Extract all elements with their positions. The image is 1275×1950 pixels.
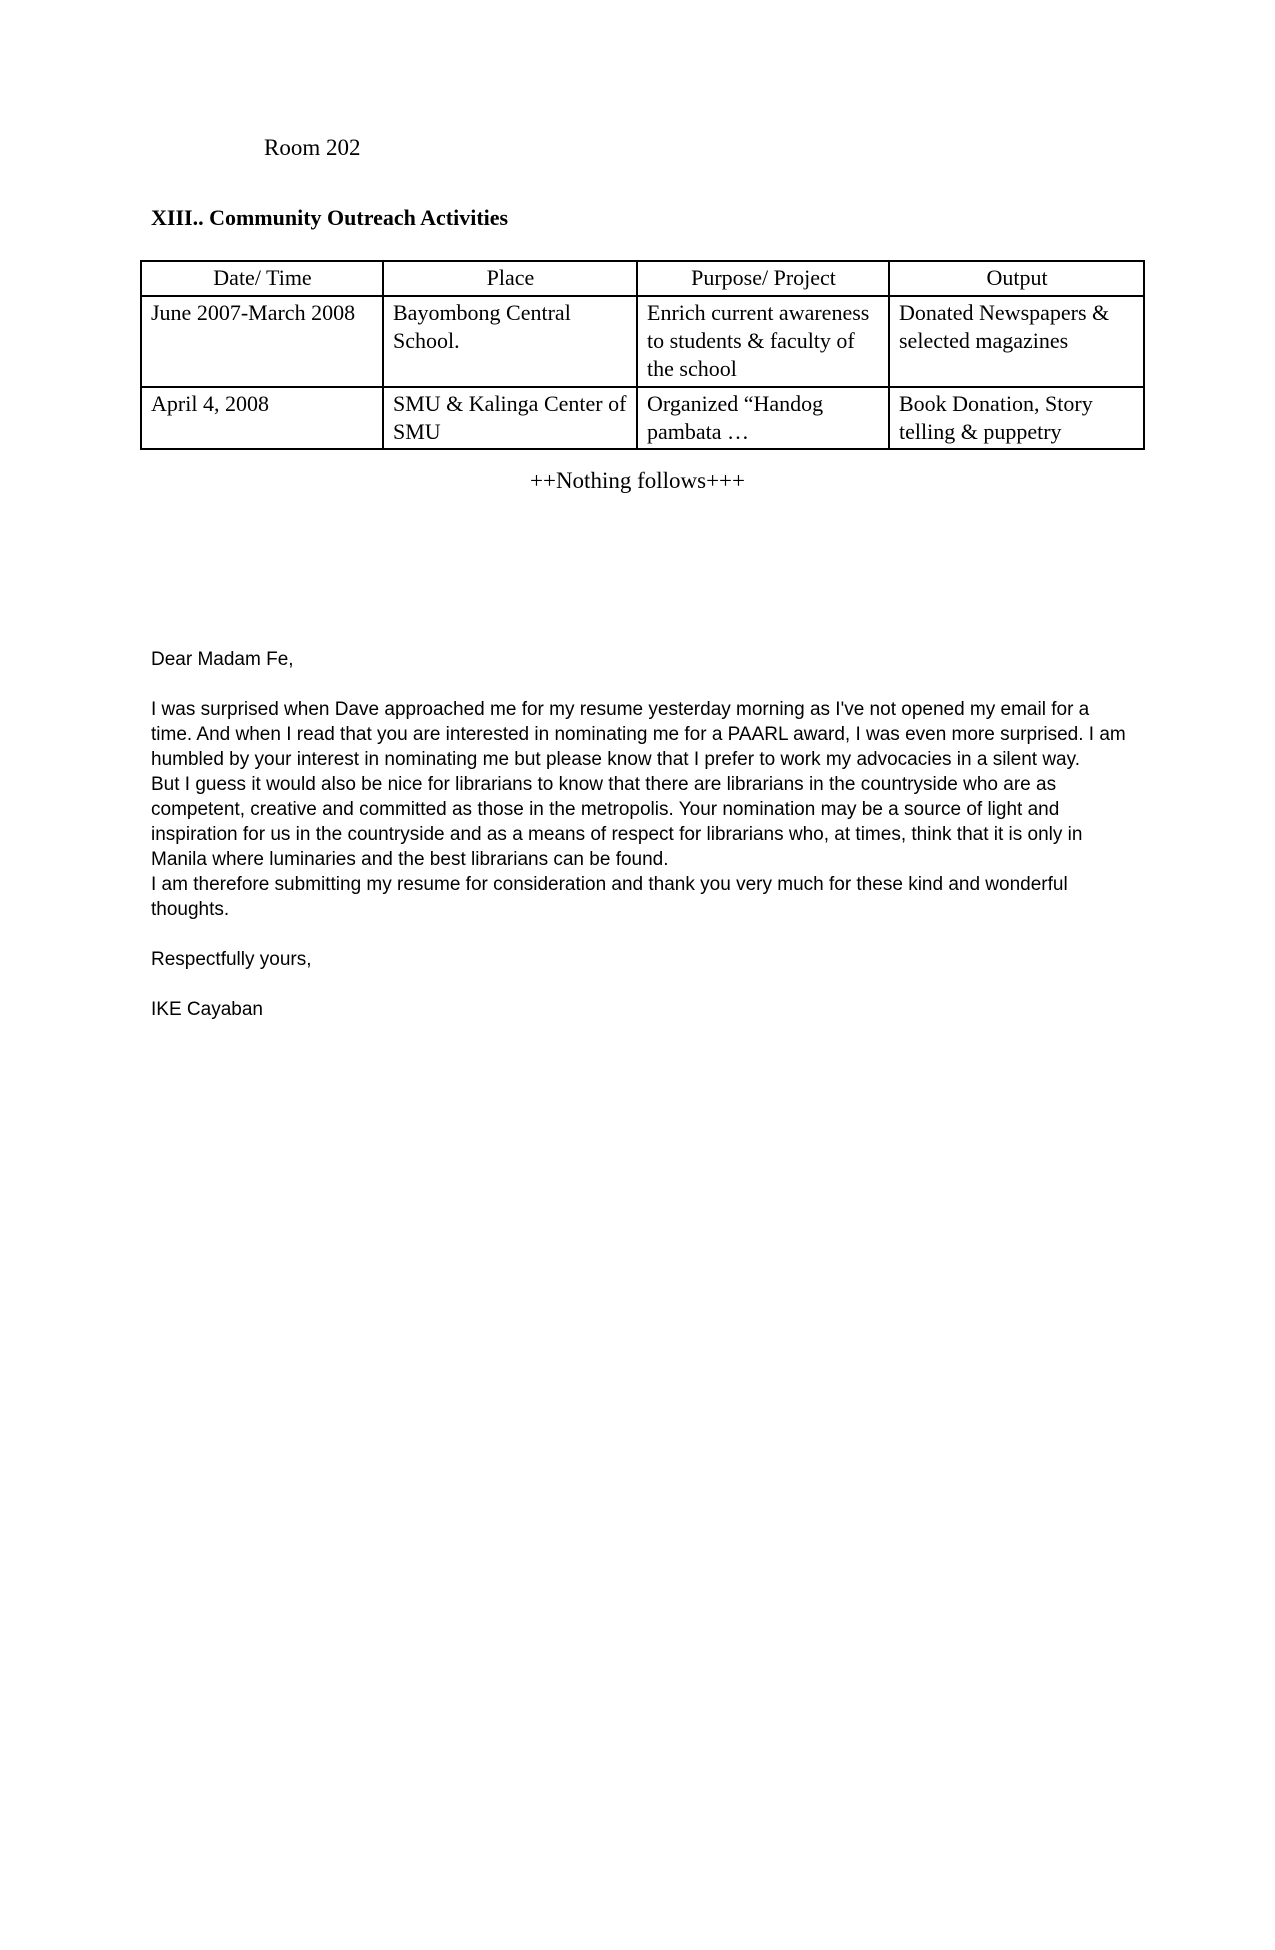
cell-date: June 2007-March 2008 — [141, 296, 383, 387]
table-row — [141, 296, 1144, 387]
section-heading: XIII.. Community Outreach Activities — [151, 205, 509, 230]
letter-paragraph: But I guess it would also be nice for librarians to know that there are librarians in the countryside who are as competent, creative and committed as those in the metropolis. Your nomination may be a source of light and inspiration for us in the countryside and as a means of respect for librarians who, at times, think that it is only in Manila where luminaries and the best librarians can be found. — [151, 774, 1083, 870]
end-of-list-marker: ++Nothing follows+++ — [530, 468, 745, 493]
table-row — [141, 387, 1144, 449]
column-header-place: Place — [383, 261, 637, 296]
cell-place: Bayombong Central School. — [383, 296, 637, 387]
outreach-table — [140, 260, 1145, 450]
letter-salutation: Dear Madam Fe, — [151, 649, 294, 670]
column-header-date: Date/ Time — [141, 261, 383, 296]
table-header-row — [141, 261, 1144, 296]
letter — [151, 647, 1131, 1022]
cell-purpose: Enrich current awareness to students & faculty of the school — [637, 296, 889, 387]
column-header-purpose: Purpose/ Project — [637, 261, 889, 296]
cell-purpose: Organized “Handog pambata … — [637, 387, 889, 449]
letter-paragraph: I was surprised when Dave approached me for my resume yesterday morning as I've not opened my email for a time. And when I read that you are interested in nominating me for a PAARL award, I was even more surprised. I am humbled by your interest in nominating me but please know that I prefer to work my advocacies in a silent way. — [151, 699, 1126, 770]
cell-place: SMU & Kalinga Center of SMU — [383, 387, 637, 449]
room-line: Room 202 — [264, 135, 361, 160]
letter-closing: Respectfully yours, — [151, 949, 312, 970]
cell-output: Donated Newspapers & selected magazines — [889, 296, 1144, 387]
column-header-output: Output — [889, 261, 1144, 296]
letter-paragraph: I am therefore submitting my resume for consideration and thank you very much for these kind and wonderful thoughts. — [151, 874, 1068, 920]
cell-output: Book Donation, Story telling & puppetry — [889, 387, 1144, 449]
letter-signature: IKE Cayaban — [151, 999, 263, 1020]
cell-date: April 4, 2008 — [141, 387, 383, 449]
